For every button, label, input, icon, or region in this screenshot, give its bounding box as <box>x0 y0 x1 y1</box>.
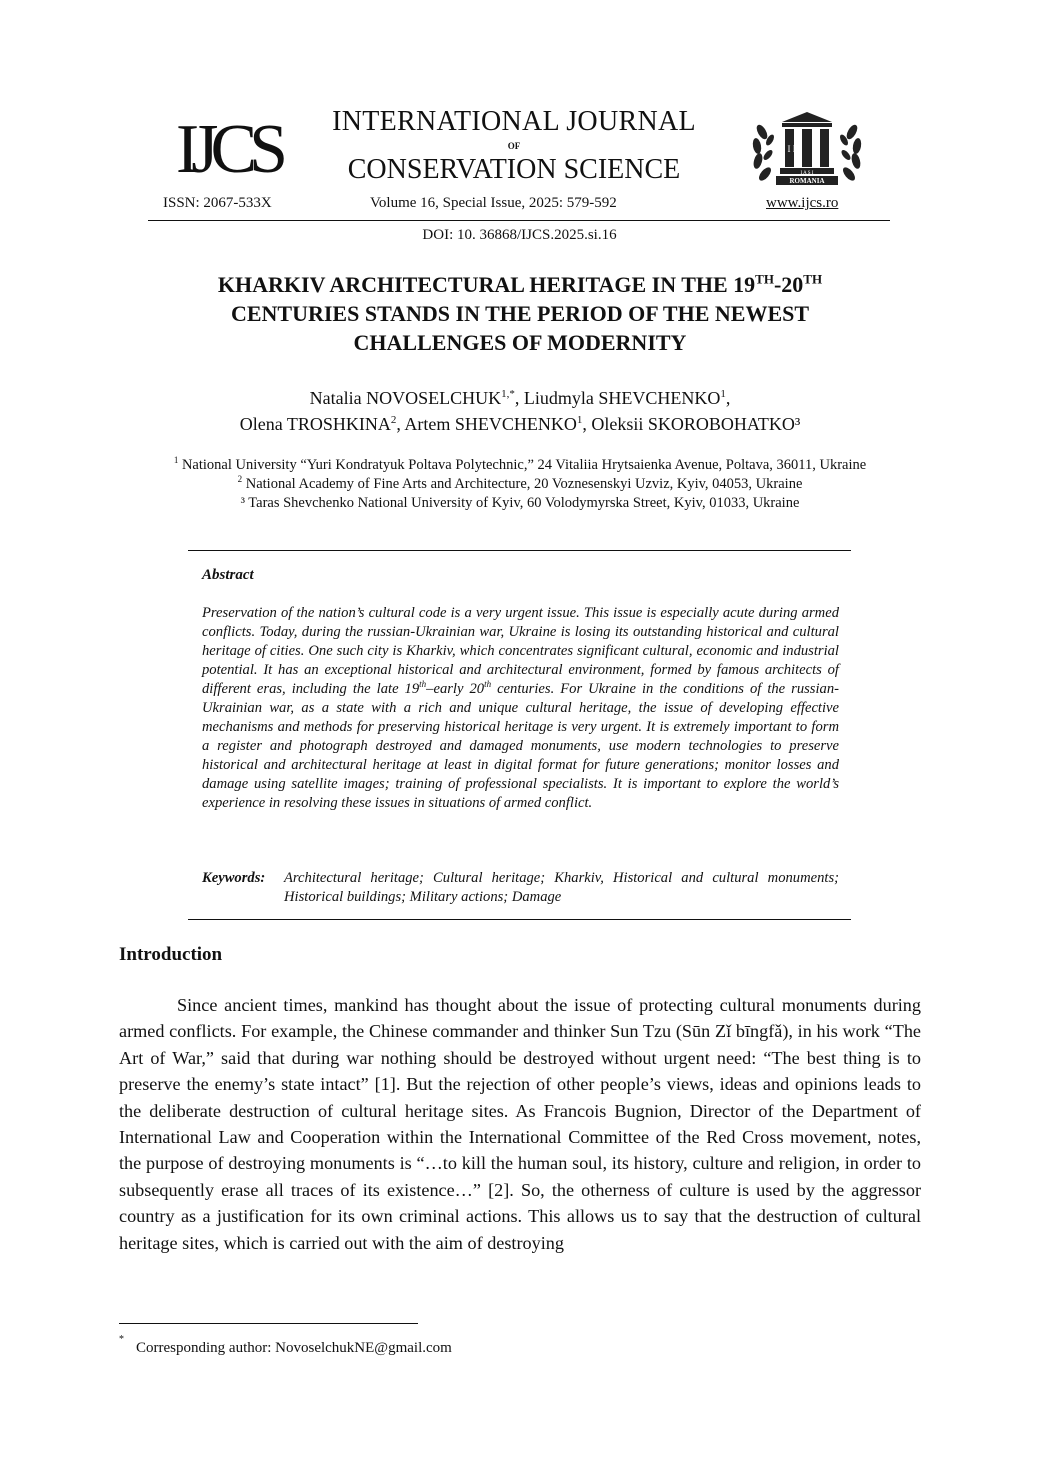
fir-letters-text: F I R <box>780 144 799 154</box>
journal-title-line1: INTERNATIONAL JOURNAL <box>332 106 696 137</box>
author-4: , Artem SHEVCHENKO <box>396 414 577 434</box>
author-2: , Liudmyla SHEVCHENKO <box>514 388 721 408</box>
abstract-text-b: –early 20 <box>426 681 485 697</box>
author-3: Olena TROSHKINA <box>239 414 391 434</box>
abstract-bottom-divider <box>188 919 851 920</box>
fir-country-text: ROMANIA <box>789 177 825 185</box>
introduction-heading: Introduction <box>119 944 223 965</box>
title-part4: CHALLENGES OF MODERNITY <box>353 330 687 355</box>
keywords-label: Keywords: <box>202 870 266 886</box>
footnote <box>119 1334 452 1357</box>
title-part3: CENTURIES STANDS IN THE PERIOD OF THE NEWEST <box>230 301 810 326</box>
affiliation-2 <box>80 475 960 494</box>
author-5: , Oleksii SKOROBOHATKO³ <box>582 414 801 434</box>
author-4-affil: 1 <box>576 414 583 426</box>
abstract-body <box>202 604 839 813</box>
introduction-body: Since ancient times, mankind has thought about the issue of protecting cultural monuments during armed conflicts. For example, the Chinese commander and thinker Sun Tzu (Sūn Zǐ bīngfǎ), in his work “The Art of War,” said that during war nothing should be destroyed without urgent need: “The best thing is to preserve the enemy’s state intact” [1]. But the rejection of other people’s views, ideas and opinions leads to the deliberate destruction of cultural heritage sites. As Francois Bugnion, Director of the Department of International Law and Cooperation within the International Committee of the Red Cross movement, notes, the purpose of destroying monuments is “…to kill the human soul, its history, culture and religion, in order to subsequently erase all traces of its existence…” [2]. So, the otherness of culture is used by the aggressor country as a justification for its own criminal actions. This allows us to say that the destruction of cultural heritage sites, which is carried out with the aim of destroying <box>119 995 921 1253</box>
affiliation-1 <box>80 456 960 475</box>
ijcs-logo <box>175 108 281 188</box>
abstract-heading: Abstract <box>202 567 254 583</box>
affiliation-mark: ³ <box>240 495 245 511</box>
footnote-divider <box>119 1323 418 1324</box>
keywords-list: Architectural heritage; Cultural heritage; Kharkiv, Historical and cultural monuments; Historical buildings; Military actions; Damage <box>284 870 839 905</box>
author-2-end: , <box>725 388 731 408</box>
title-part1: KHARKIV ARCHITECTURAL HERITAGE IN THE 19 <box>217 272 756 297</box>
author-3-affil: 2 <box>390 414 397 426</box>
footnote-mark: * <box>119 1334 124 1345</box>
author-1-affil: 1,* <box>501 388 515 400</box>
abstract-top-divider <box>188 550 851 551</box>
journal-title-line2: CONSERVATION SCIENCE <box>347 154 681 185</box>
title-sup1: TH <box>755 271 774 287</box>
fir-city-text: I A Ş I <box>800 171 814 176</box>
header-divider <box>148 220 890 221</box>
laurel-right-icon <box>838 123 862 183</box>
journal-website-link[interactable]: www.ijcs.ro <box>766 195 839 211</box>
author-2-affil: 1 <box>720 388 726 400</box>
doi: DOI: 10. 36868/IJCS.2025.si.16 <box>422 227 617 243</box>
paper-title <box>120 270 920 357</box>
abstract-sup-a: th <box>419 679 427 690</box>
abstract-text-c: centuries. For Ukraine in the conditions of the russian-Ukrainian war, as a state with a rich and unique cultural heritage, the issue of developing effective mechanisms and methods for preserving historical heritage is very urgent. It is extremely important to form a register and photograph destroyed and damaged monuments, use modern technologies to preserve historical and architectural heritage at least in digital format for future generations; monitor losses and damage using satellite images; training of professional specialists. It is important to explore the world’s experience in resolving these issues in situations of armed conflict. <box>202 681 839 811</box>
affiliation-mark: 1 <box>173 455 179 466</box>
author-list <box>120 385 920 437</box>
laurel-left-icon <box>752 123 776 183</box>
abstract-text-a: Preservation of the nation’s cultural code is a very urgent issue. This issue is especially acute during armed conflicts. Today, during the russian-Ukrainian war, Ukraine is losing its outstanding historical and cultural heritage of cities. One such city is Kharkiv, which concentrates significant cultural, economic and industrial potential. It has an exceptional historical and architectural environment, formed by famous architects of different eras, including the late 19 <box>202 605 839 697</box>
affiliation-mark: 2 <box>237 474 243 485</box>
affiliation-text: National Academy of Fine Arts and Architecture, 20 Voznesenskyi Uzviz, Kyiv, 04053, Ukraine <box>242 476 803 492</box>
ijcs-logo-text: IJCS <box>175 111 281 188</box>
abstract-sup-b: th <box>484 679 492 690</box>
affiliation-text: National University “Yuri Kondratyuk Poltava Polytechnic,” 24 Vitaliia Hrytsaienka Avenue, Poltava, 36011, Ukraine <box>178 457 867 473</box>
affiliation-text: Taras Shevchenko National University of Kyiv, 60 Volodymyrska Street, Kyiv, 01033, Ukraine <box>244 495 800 511</box>
journal-title-of: OF <box>507 141 521 151</box>
footnote-text: Corresponding author: NovoselchukNE@gmail.com <box>136 1340 452 1356</box>
affiliation-3 <box>80 494 960 513</box>
volume-info: Volume 16, Special Issue, 2025: 579-592 <box>370 195 617 211</box>
keywords-row <box>202 869 839 907</box>
issn: ISSN: 2067-533X <box>163 195 272 211</box>
affiliations <box>80 456 960 513</box>
title-sup2: TH <box>803 271 823 287</box>
fir-romania-logo <box>748 112 866 194</box>
author-1: Natalia NOVOSELCHUK <box>309 388 502 408</box>
title-part2: -20 <box>773 272 804 297</box>
